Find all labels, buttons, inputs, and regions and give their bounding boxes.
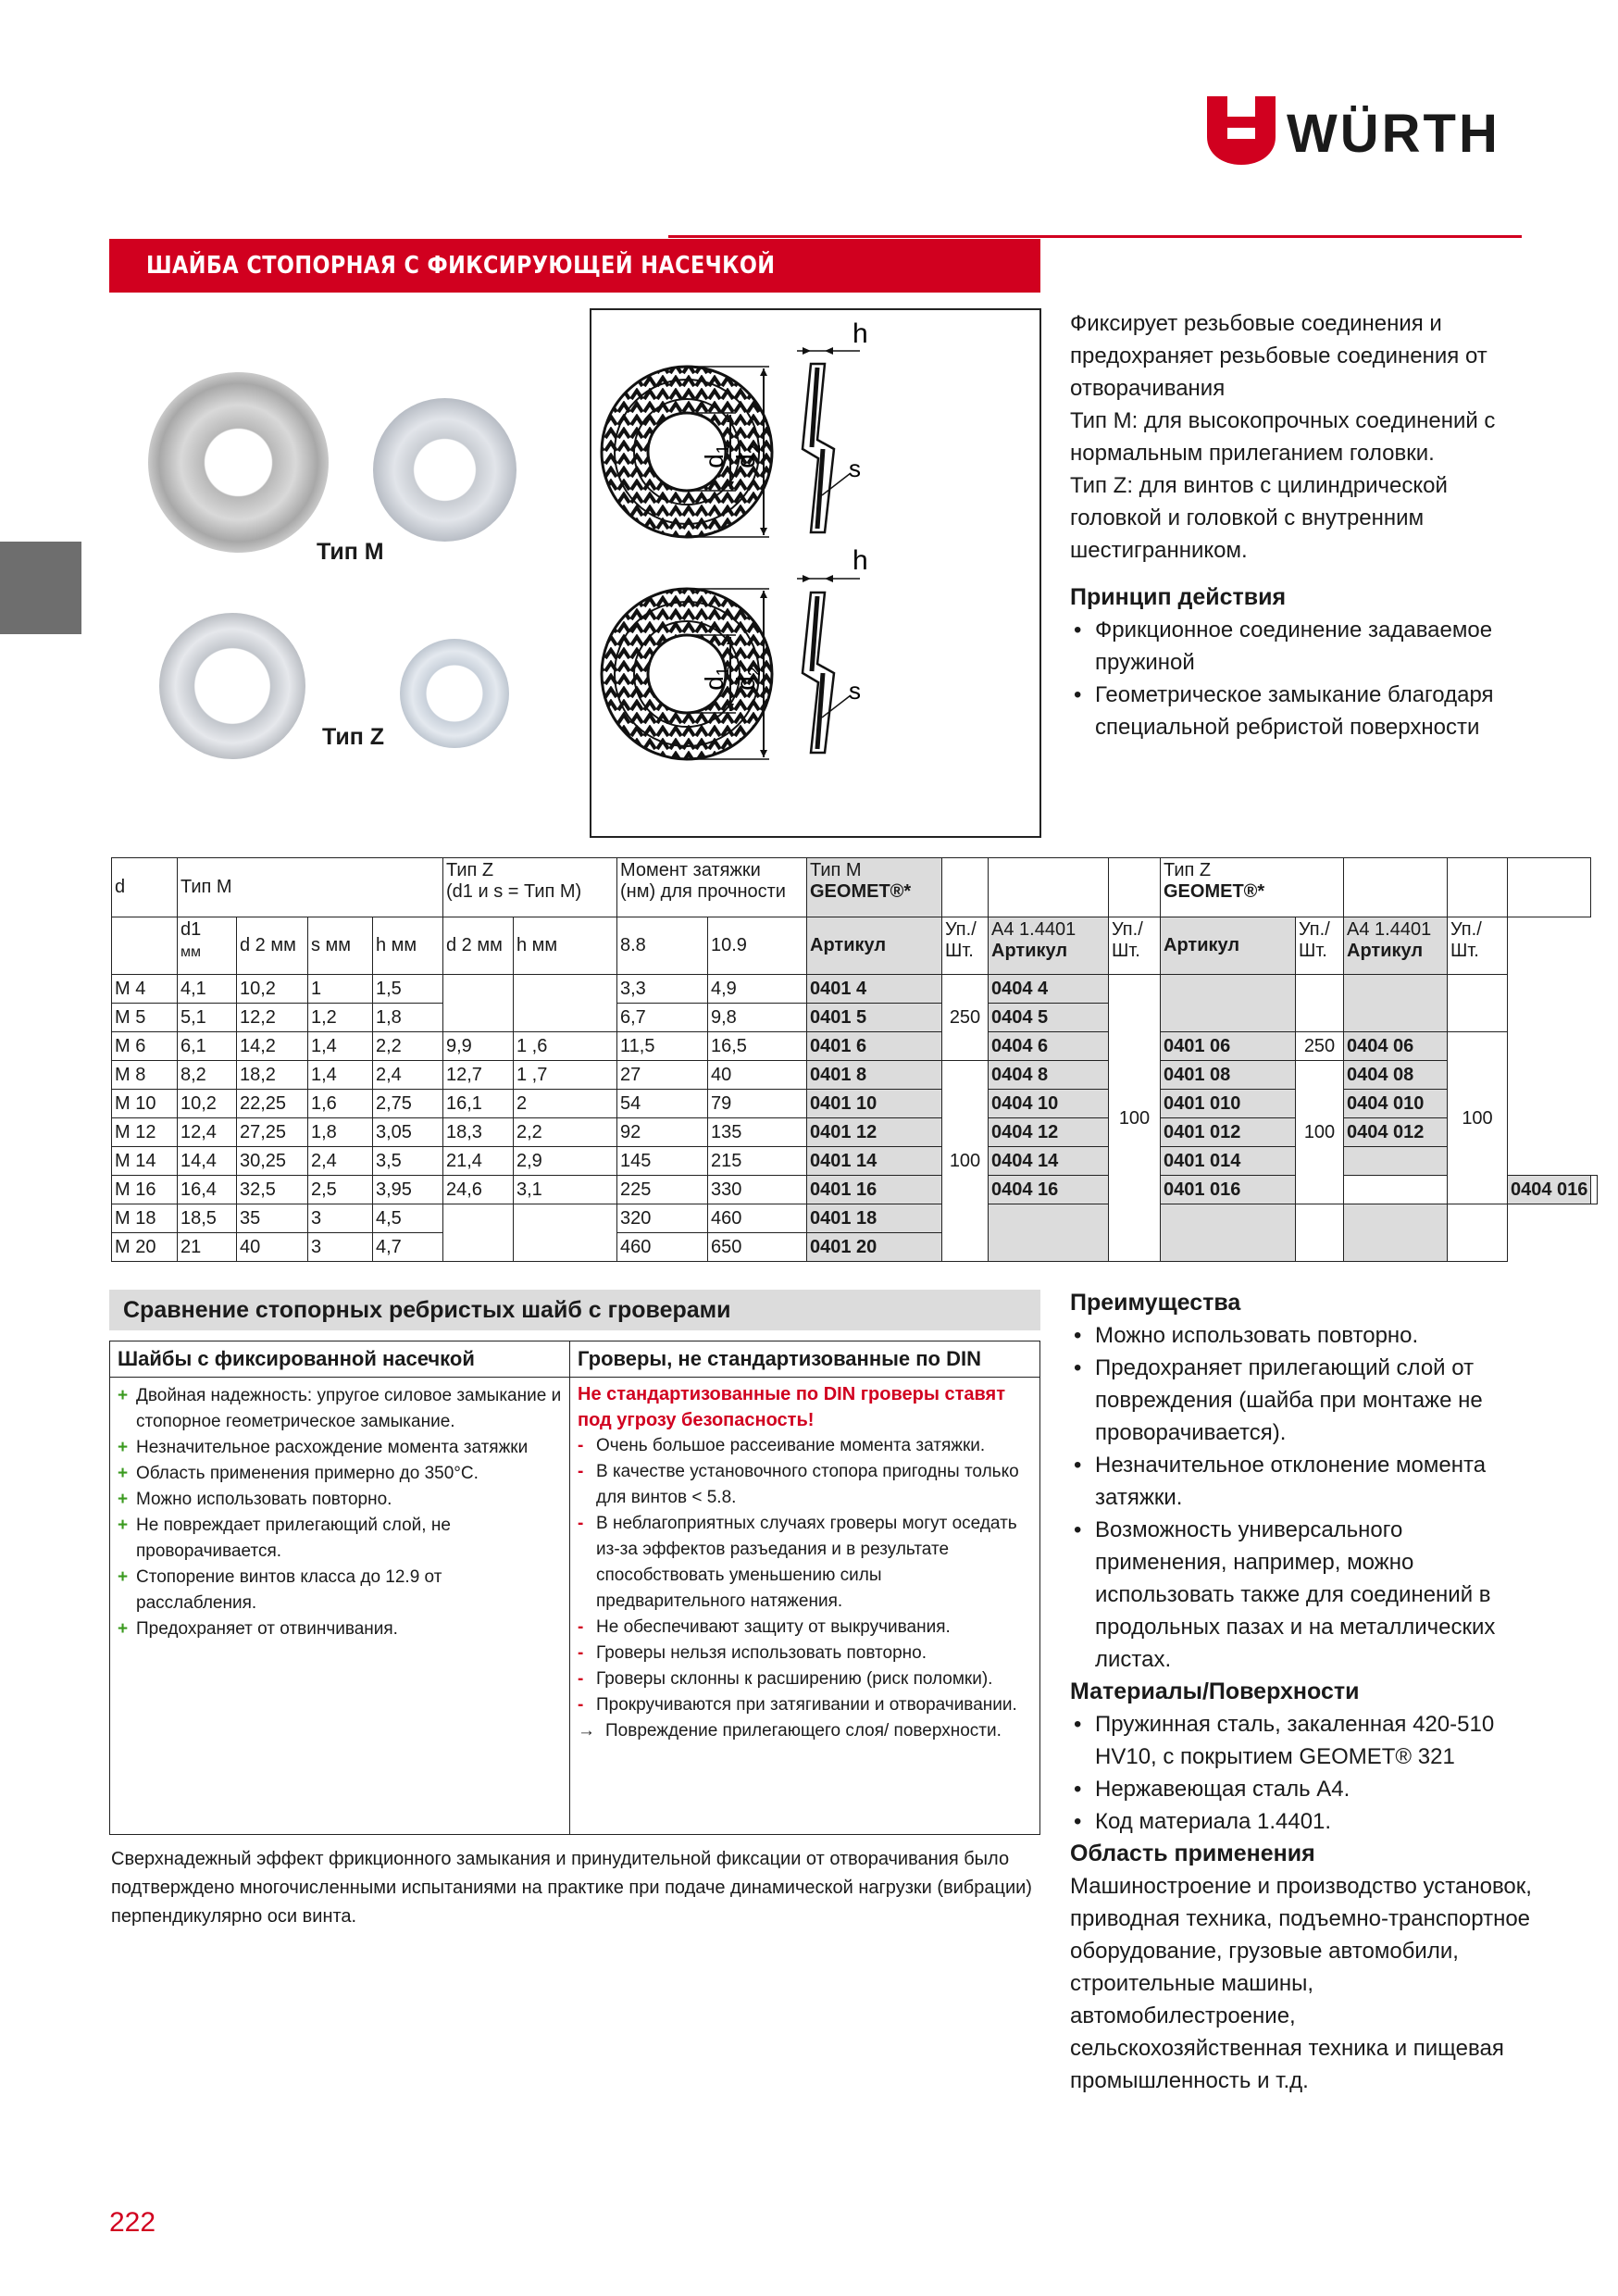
description-line: Тип Z: для винтов с цилиндрической головкой и головкой с внутренним шестигранником. — [1070, 473, 1448, 563]
description — [1070, 307, 1533, 743]
s-label-bottom: s — [849, 677, 861, 705]
header-h: h мм — [373, 917, 443, 975]
table-row: M 5 5,1 12,2 1,2 1,8 6,7 9,8 0401 5 0404 5 — [112, 1004, 1598, 1032]
header-geomet-m: Тип М GEOMET®* — [807, 858, 942, 917]
list-item: • Геометрическое замыкание благодаря специальной ребристой поверхности — [1070, 679, 1533, 743]
description-line: Фиксирует резьбовые соединения и предохраняет резьбовые соединения от отворачивания — [1070, 311, 1487, 401]
table-row: M 12 12,4 27,25 1,8 3,05 18,3 2,2 92 135 0401 12 0404 12 0401 012 0404 012 — [112, 1118, 1598, 1147]
washer-m-small-image — [373, 398, 517, 542]
pack-m-250: 250 — [942, 975, 989, 1061]
advantages-list — [1070, 1319, 1533, 1676]
caption-type-m: Тип М — [317, 539, 384, 565]
caption-type-z: Тип Z — [322, 724, 385, 750]
header-d2: d 2 мм — [237, 917, 308, 975]
warning-text: Не стандартизованные по DIN гроверы ставят под угрозу безопасность! — [578, 1384, 1006, 1430]
pack-z-100: 100 — [1296, 1061, 1344, 1204]
d2-label: $d_2$ — [731, 444, 764, 468]
plus-list — [110, 1378, 569, 1642]
comparison-left-column — [110, 1341, 570, 1834]
principle-heading: Принцип действия — [1070, 584, 1287, 610]
list-item: • Код материала 1.4401. — [1070, 1805, 1533, 1838]
wurth-logo — [1207, 96, 1522, 172]
list-item: + Можно использовать повторно. — [118, 1487, 566, 1513]
list-item: - Не обеспечивают защиту от выкручивания. — [578, 1615, 1036, 1641]
list-item: + Двойная надежность: упругое силовое замыкание и стопорное геометрическое замыкание. — [118, 1383, 566, 1435]
page-title: ШАЙБА СТОПОРНАЯ С ФИКСИРУЮЩЕЙ НАСЕЧКОЙ — [146, 252, 776, 280]
header-pack: Уп./ Шт. — [1109, 917, 1161, 975]
list-item: + Стопорение винтов класса до 12.9 от расслабления. — [118, 1565, 566, 1616]
header-z-h: h мм — [514, 917, 617, 975]
comparison-table — [109, 1341, 1040, 1835]
d1-label: $d_1$ — [700, 444, 732, 468]
list-item: + Не повреждает прилегающий слой, не проворачивается. — [118, 1513, 566, 1565]
advantages-heading: Преимущества — [1070, 1290, 1241, 1316]
header-pack: Уп./ Шт. — [1296, 917, 1344, 975]
header-8-8: 8.8 — [617, 917, 708, 975]
header-d1: d1 мм — [178, 917, 237, 975]
table-row: M 16 16,4 32,5 2,5 3,95 24,6 3,1 225 330 0401 16 0404 16 0401 016 0404 016 — [112, 1176, 1598, 1204]
list-item: • Нержавеющая сталь А4. — [1070, 1773, 1533, 1805]
h-label-bottom: h — [853, 545, 868, 576]
list-item-arrow: → Повреждение прилегающего слоя/ поверхности. — [578, 1718, 1036, 1744]
comparison-header — [109, 1290, 1040, 1330]
pack-z-a4-100: 100 — [1448, 1032, 1508, 1204]
left-column-heading: Шайбы с фиксированной насечкой — [110, 1341, 569, 1378]
materials-list — [1070, 1708, 1533, 1838]
header-type-m: Тип М — [178, 858, 443, 917]
washer-dimension-diagram — [591, 310, 1039, 836]
list-item: + Область применения примерно до 350°C. — [118, 1461, 566, 1487]
header-torque: Момент затяжки (нм) для прочности — [617, 858, 807, 917]
spec-table — [111, 857, 1598, 1262]
application-text: Машиностроение и производство установок, приводная техника, подъемно-транспортное оборудование, грузовые автомобили, строительные машины, автомобилестроение, сельскохозяйственная техника и пищевая промышленность и т.д. — [1070, 1874, 1532, 2093]
header-type-z: Тип Z (d1 и s = Тип М) — [443, 858, 617, 917]
s-label-top: s — [849, 455, 861, 482]
list-item: • Предохраняет прилегающий слой от повреждения (шайба при монтаже не проворачивается). — [1070, 1352, 1533, 1449]
table-header-row — [112, 858, 1598, 917]
features-column — [1070, 1287, 1533, 2097]
footnote: Сверхнадежный эффект фрикционного замыкания и принудительной фиксации от отворачивания было подтверждено многочисленными испытаниями на практике при подаче динамической нагрузки (вибрации) перпендикулярно оси винта. — [111, 1849, 1032, 1927]
list-item: • Возможность универсального применения, например, можно использовать также для соединений в продольных пазах и на металлических листах. — [1070, 1514, 1533, 1676]
d2-label-lower: $d_2$ — [731, 667, 764, 691]
list-item: • Пружинная сталь, закаленная 420-510 HV10, с покрытием GEOMET® 321 — [1070, 1708, 1533, 1773]
list-item: • Фрикционное соединение задаваемое пружиной — [1070, 614, 1533, 679]
list-item: • Незначительное отклонение момента затяжки. — [1070, 1449, 1533, 1514]
technical-drawing — [590, 308, 1041, 838]
header-a4: А4 1.4401 Артикул — [1344, 917, 1448, 975]
pack-z-250: 250 — [1296, 1032, 1344, 1061]
list-item: • Можно использовать повторно. — [1070, 1319, 1533, 1352]
list-item: - В неблагоприятных случаях гроверы могут оседать из-за эффектов разъедания и в результате способствовать уменьшению силы предварительного натяжения. — [578, 1511, 1036, 1615]
product-photos — [139, 352, 602, 778]
list-item: + Предохраняет от отвинчивания. — [118, 1616, 566, 1642]
header-a4: А4 1.4401 Артикул — [989, 917, 1109, 975]
list-item: - Гроверы склонны к расширению (риск поломки). — [578, 1666, 1036, 1692]
table-row: M 14 14,4 30,25 2,4 3,5 21,4 2,9 145 215 0401 14 0404 14 0401 014 — [112, 1147, 1598, 1176]
header-z-d2: d 2 мм — [443, 917, 514, 975]
list-item: - В качестве установочного стопора пригодны только для винтов < 5.8. — [578, 1459, 1036, 1511]
header-article: Артикул — [1161, 917, 1296, 975]
list-item: - Прокручиваются при затягивании и отворачивании. — [578, 1692, 1036, 1718]
principle-list — [1070, 614, 1533, 743]
materials-heading: Материалы/Поверхности — [1070, 1678, 1360, 1704]
application-heading: Область применения — [1070, 1841, 1315, 1866]
table-row: M 18 18,5 35 3 4,5 320 460 0401 18 — [112, 1204, 1598, 1233]
header-10-9: 10.9 — [708, 917, 807, 975]
washer-z-large-image — [159, 613, 305, 759]
pack-m-100: 100 — [942, 1061, 989, 1262]
d1-label-lower: $d_1$ — [700, 667, 732, 691]
table-row: M 20 21 40 3 4,7 460 650 0401 20 — [112, 1233, 1598, 1262]
list-item: + Незначительное расхождение момента затяжки — [118, 1435, 566, 1461]
table-row: M 8 8,2 18,2 1,4 2,4 12,7 1 ,7 27 40 0401 8 100 0404 8 0401 08 100 0404 08 — [112, 1061, 1598, 1090]
h-label-top: h — [853, 318, 868, 349]
comparison-right-column — [570, 1341, 1039, 1834]
minus-list — [570, 1433, 1039, 1744]
washer-m-large-image — [148, 372, 329, 553]
table-row: M 6 6,1 14,2 1,4 2,2 9,9 1 ,6 11,5 16,5 0401 6 0404 6 0401 06 250 0404 06 100 — [112, 1032, 1598, 1061]
pack-a4-100: 100 — [1109, 975, 1161, 1262]
description-line: Тип М: для высокопрочных соединений с нормальным прилеганием головки. — [1070, 408, 1496, 466]
header-pack: Уп./ Шт. — [1448, 917, 1508, 975]
header-rule — [668, 235, 1522, 238]
table-row: M 10 10,2 22,25 1,6 2,75 16,1 2 54 79 0401 10 0404 10 0401 010 0404 010 — [112, 1090, 1598, 1118]
page-number: 222 — [109, 2207, 156, 2238]
header-article: Артикул — [807, 917, 942, 975]
table-subheader-row — [112, 917, 1598, 975]
right-column-heading: Гроверы, не стандартизованные по DIN — [570, 1341, 1039, 1378]
brand-name: WÜRTH — [1287, 104, 1500, 164]
list-item: - Гроверы нельзя использовать повторно. — [578, 1641, 1036, 1666]
wurth-logo-mark-icon — [1207, 96, 1276, 165]
side-tab — [0, 542, 81, 634]
list-item: - Очень большое рассеивание момента затяжки. — [578, 1433, 1036, 1459]
table-row: M 4 4,1 10,2 1 1,5 3,3 4,9 0401 4 250 0404 4 100 — [112, 975, 1598, 1004]
washer-z-small-image — [400, 639, 509, 748]
header-s: s мм — [308, 917, 373, 975]
comparison-title: Сравнение стопорных ребристых шайб с гроверами — [123, 1297, 731, 1323]
title-bar — [109, 239, 1040, 293]
header-pack: Уп./ Шт. — [942, 917, 989, 975]
header-geomet-z: Тип Z GEOMET®* — [1161, 858, 1344, 917]
header-d: d — [112, 858, 178, 917]
